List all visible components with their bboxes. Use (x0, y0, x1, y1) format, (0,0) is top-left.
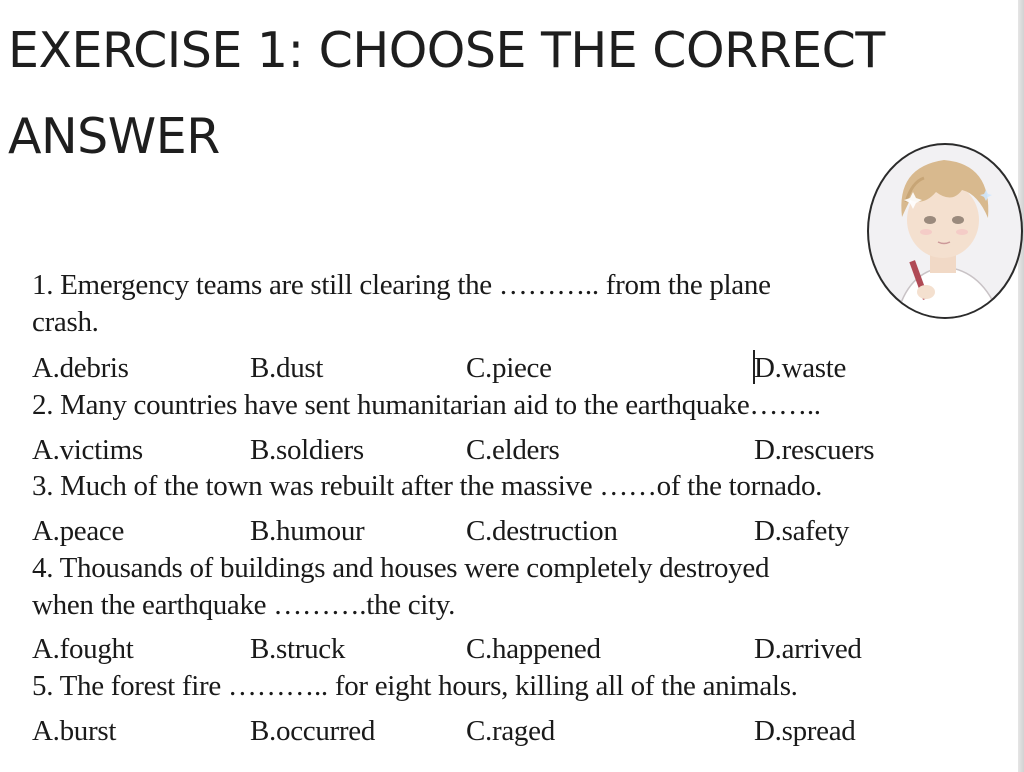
question-1-line-2: crash. (32, 306, 99, 338)
option-b: B.occurred (250, 715, 376, 747)
question-4-options (0, 631, 1000, 667)
option-b: B.struck (250, 633, 346, 665)
option-b: B.dust (250, 352, 324, 384)
question-2-line-1: 2. Many countries have sent humanitarian aid to the earthquake…….. (32, 389, 821, 421)
question-5-options (0, 713, 1000, 749)
option-c: C.happened (466, 633, 601, 665)
option-c: C.piece (466, 352, 552, 384)
option-a: A.victims (32, 434, 143, 466)
page-edge (1018, 0, 1024, 772)
option-d: D.safety (754, 515, 850, 547)
option-a: A.debris (32, 352, 129, 384)
option-c: C.raged (466, 715, 555, 747)
option-a: A.fought (32, 633, 134, 665)
page-title: EXERCISE 1: CHOOSE THE CORRECT ANSWER (8, 22, 885, 165)
option-b: B.soldiers (250, 434, 364, 466)
question-3-options (0, 513, 1000, 549)
option-a: A.burst (32, 715, 117, 747)
option-c: C.destruction (466, 515, 618, 547)
avatar (866, 142, 1024, 320)
question-2-options (0, 432, 1000, 468)
option-d: D.spread (754, 715, 856, 747)
question-4-line-1: 4. Thousands of buildings and houses were completely destroyed (32, 552, 770, 584)
question-4-line-2: when the earthquake ……….the city. (32, 589, 456, 621)
question-1-options (0, 350, 1000, 386)
option-d: D.arrived (754, 633, 862, 665)
option-d: D.rescuers (754, 434, 875, 466)
option-a: A.peace (32, 515, 125, 547)
question-5-line-1: 5. The forest fire ……….. for eight hours, killing all of the animals. (32, 670, 798, 702)
question-3-line-1: 3. Much of the town was rebuilt after the massive ……of the tornado. (32, 470, 823, 502)
option-c: C.elders (466, 434, 560, 466)
option-d: D.waste (754, 352, 847, 384)
question-1-line-1: 1. Emergency teams are still clearing the ……….. from the plane (32, 269, 771, 301)
option-b: B.humour (250, 515, 365, 547)
